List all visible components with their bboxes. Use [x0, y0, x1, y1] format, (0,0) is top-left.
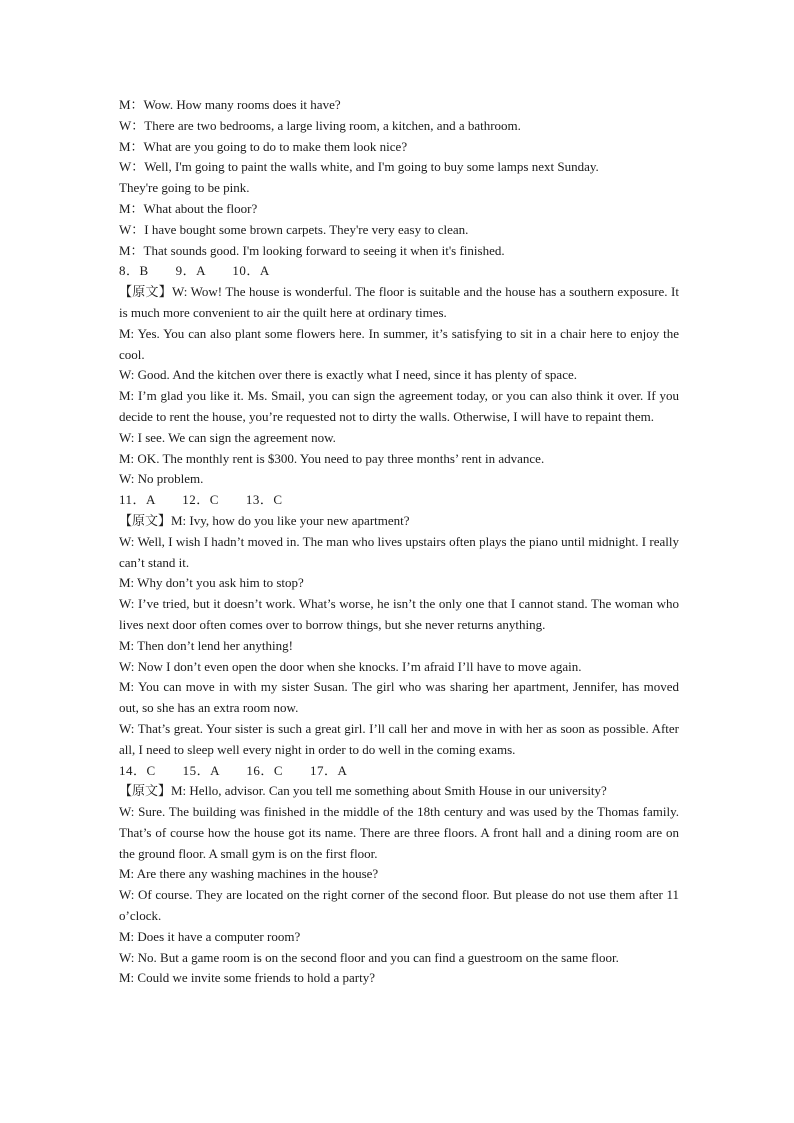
answer-key-8-10: 8．B 9．A 10．A	[119, 263, 270, 279]
dialogue-line: M: Does it have a computer room?	[119, 928, 301, 944]
dialogue-line: They're going to be pink.	[119, 180, 250, 196]
dialogue-line: W：I have bought some brown carpets. They're very easy to clean.	[119, 221, 469, 237]
dialogue-line: M: Then don’t lend her anything!	[119, 637, 293, 653]
dialogue-line: W: No problem.	[119, 471, 204, 487]
dialogue-line: W: Sure. The building was finished in the middle of the 18th century and was used by the Thomas family. That’s of course how the house got its name. There are three floors. A front hall and a dining room are on the ground floor. A small gym is on the first floor.	[119, 804, 679, 861]
dialogue-line: M: Why don’t you ask him to stop?	[119, 575, 304, 591]
dialogue-line: W: I’ve tried, but it doesn’t work. What’s worse, he isn’t the only one that I cannot stand. The woman who lives next door often comes over to borrow things, but she never returns anything.	[119, 596, 679, 632]
dialogue-line: M: OK. The monthly rent is $300. You need to pay three months’ rent in advance.	[119, 450, 545, 466]
dialogue-line: W: No. But a game room is on the second floor and you can find a guestroom on the same floor.	[119, 949, 619, 965]
dialogue-line: W: Now I don’t even open the door when she knocks. I’m afraid I’ll have to move again.	[119, 658, 582, 674]
dialogue-line: M: I’m glad you like it. Ms. Smail, you can sign the agreement today, or you can also think it over. If you decide to rent the house, you’re requested not to dirty the walls. Otherwise, I will have to repaint them.	[119, 388, 679, 424]
original-text-paragraph: 【原文】W: Wow! The house is wonderful. The floor is suitable and the house has a southern exposure. It is much more convenient to air the quilt here at ordinary times.	[119, 284, 679, 320]
dialogue-line: M: Yes. You can also plant some flowers here. In summer, it’s satisfying to sit in a chair here to enjoy the cool.	[119, 325, 679, 362]
original-text-paragraph: 【原文】M: Ivy, how do you like your new apartment?	[119, 512, 410, 528]
dialogue-line: W: Well, I wish I hadn’t moved in. The man who lives upstairs often plays the piano until midnight. I really can’t stand it.	[119, 533, 679, 570]
dialogue-line: W: I see. We can sign the agreement now.	[119, 429, 336, 445]
original-text-paragraph: 【原文】M: Hello, advisor. Can you tell me something about Smith House in our university?	[119, 783, 607, 799]
dialogue-line: M：What about the floor?	[119, 200, 258, 216]
dialogue-line: M: Could we invite some friends to hold a party?	[119, 970, 375, 986]
dialogue-line: M：What are you going to do to make them look nice?	[119, 138, 408, 154]
dialogue-line: W：Well, I'm going to paint the walls white, and I'm going to buy some lamps next Sunday.	[119, 159, 599, 175]
answer-key-14-17: 14．C 15．A 16．C 17．A	[119, 762, 348, 778]
answer-key-11-13: 11．A 12．C 13．C	[119, 492, 283, 508]
dialogue-line: M：Wow. How many rooms does it have?	[119, 97, 341, 112]
dialogue-line: M：That sounds good. I'm looking forward to seeing it when it's finished.	[119, 242, 505, 258]
dialogue-line: W：There are two bedrooms, a large living room, a kitchen, and a bathroom.	[119, 117, 521, 133]
dialogue-line: W: Of course. They are located on the right corner of the second floor. But please do not use them after 11 o’clock.	[119, 887, 679, 924]
transcript-body	[119, 95, 679, 989]
dialogue-line: M: Are there any washing machines in the house?	[119, 866, 379, 882]
dialogue-line: W: Good. And the kitchen over there is exactly what I need, since it has plenty of space.	[119, 367, 577, 383]
dialogue-line: M: You can move in with my sister Susan. The girl who was sharing her apartment, Jennifer, has moved out, so she has an extra room now.	[119, 679, 679, 716]
dialogue-line: W: That’s great. Your sister is such a great girl. I’ll call her and move in with her as soon as possible. After all, I need to sleep well every night in order to do well in the coming exams.	[119, 720, 679, 757]
